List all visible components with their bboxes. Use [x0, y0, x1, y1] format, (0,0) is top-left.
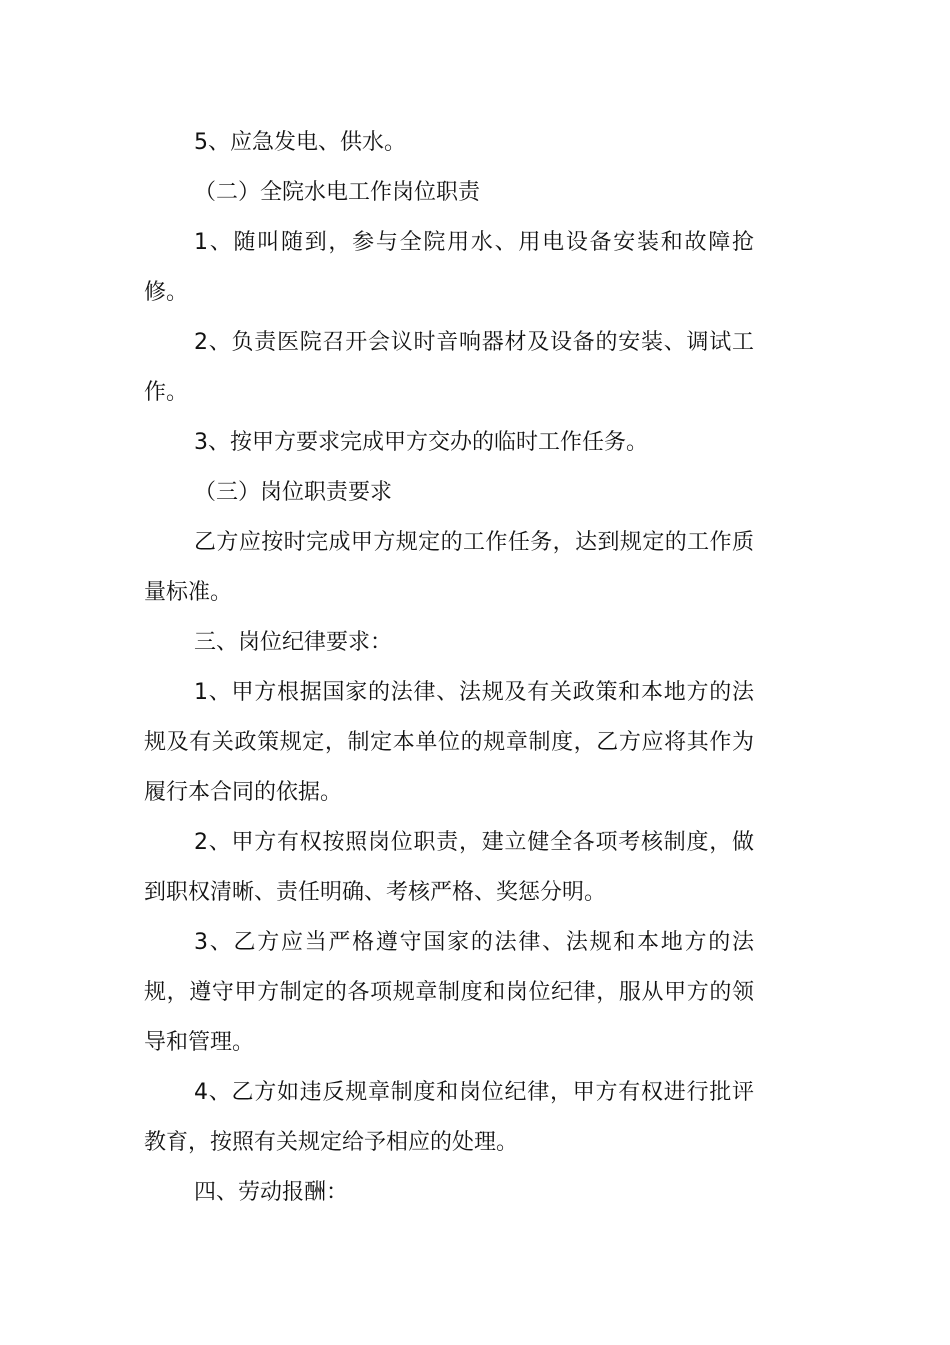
paragraph-assessment: 2、甲方有权按照岗位职责，建立健全各项考核制度，做到职权清晰、责任明确、考核严格、奖惩分明。	[144, 830, 754, 905]
paragraph-quality-standard: 乙方应按时完成甲方规定的工作任务，达到规定的工作质量标准。	[144, 530, 754, 605]
paragraph-temporary-tasks: 3、按甲方要求完成甲方交办的临时工作任务。	[194, 430, 648, 455]
paragraph-obey-rules: 3、乙方应当严格遵守国家的法律、法规和本地方的法规，遵守甲方制定的各项规章制度和岗位纪律，服从甲方的领导和管理。	[144, 930, 754, 1055]
paragraph-rules-basis: 1、甲方根据国家的法律、法规及有关政策和本地方的法规及有关政策规定，制定本单位的规章制度，乙方应将其作为履行本合同的依据。	[144, 680, 754, 805]
heading-duty-requirements: （三）岗位职责要求	[194, 480, 393, 505]
paragraph-on-call-repair: 1、随叫随到，参与全院用水、用电设备安装和故障抢修。	[144, 230, 754, 305]
document-body	[144, 118, 754, 1218]
paragraph-emergency-power-water: 5、应急发电、供水。	[194, 130, 406, 155]
paragraph-violations: 4、乙方如违反规章制度和岗位纪律，甲方有权进行批评教育，按照有关规定给予相应的处理。	[144, 1080, 754, 1155]
heading-utility-duties: （二）全院水电工作岗位职责	[194, 180, 481, 205]
heading-discipline: 三、岗位纪律要求：	[194, 630, 393, 655]
heading-remuneration: 四、劳动报酬：	[194, 1180, 349, 1205]
paragraph-meeting-audio: 2、负责医院召开会议时音响器材及设备的安装、调试工作。	[144, 330, 754, 405]
